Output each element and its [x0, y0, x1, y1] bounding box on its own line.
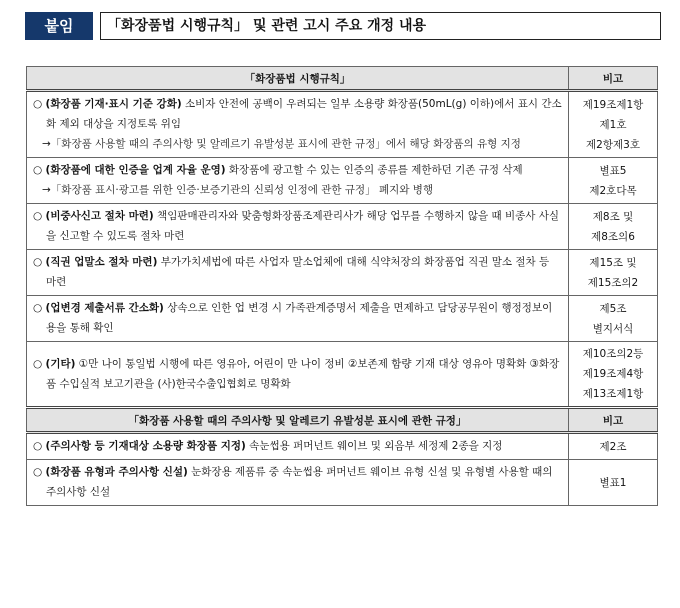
row-note	[569, 158, 658, 204]
bullet: ○	[33, 256, 43, 268]
section-header	[27, 408, 658, 433]
section-heading: 「화장품 사용할 때의 주의사항 및 알레르기 유발성분 표시에 관한 규정」	[27, 408, 569, 433]
note-line: 별표5	[599, 164, 627, 177]
amendment-table	[26, 66, 658, 506]
row-note	[569, 342, 658, 408]
bullet: ○	[33, 302, 43, 314]
note-line: 제2조	[599, 440, 627, 453]
note-heading: 비고	[569, 408, 658, 433]
note-line: 제8조의6	[591, 230, 635, 243]
table-row	[27, 296, 658, 342]
row-title: (직권 업말소 절차 마련)	[45, 256, 158, 268]
section-header	[27, 67, 658, 91]
row-text: 화장품에 광고할 수 있는 인증의 종류를 제한하던 기존 규정 삭제	[225, 164, 523, 176]
document-title: 「화장품법 시행규칙」 및 관련 고시 주요 개정 내용	[100, 12, 661, 40]
bullet: ○	[33, 98, 43, 110]
note-line: 제13조제1항	[582, 388, 644, 400]
row-note	[569, 91, 658, 158]
row-text: 부가가치세법에 따른 사업자 말소업체에 대해 식약처장의 화장품업 직권 말소 절차 등 마련	[46, 256, 550, 288]
table-row	[27, 91, 658, 158]
row-text: 상속으로 인한 업 변경 시 가족관계증명서 제출을 면제하고 담당공무원이 행정정보이용을 통해 확인	[46, 302, 553, 334]
note-line: 제8조 및	[592, 210, 634, 223]
row-text: 책임판매관리자와 맞춤형화장품조제관리사가 해당 업무를 수행하지 않을 때 비종사 사실을 신고할 수 있도록 절차 마련	[46, 210, 560, 242]
row-note	[569, 204, 658, 250]
bullet: ○	[33, 164, 43, 176]
row-note	[569, 296, 658, 342]
row-title: (업변경 제출서류 간소화)	[45, 302, 164, 314]
row-note	[569, 250, 658, 296]
note-line: 제15조 및	[589, 256, 637, 269]
note-line: 별지서식	[592, 322, 634, 335]
table-row	[27, 158, 658, 204]
attachment-badge: 붙임	[25, 12, 93, 40]
note-line: 제2항제3호	[586, 138, 640, 151]
row-title: (비중사신고 절차 마련)	[45, 210, 154, 222]
note-line: 제5조	[599, 302, 627, 315]
row-text: 속눈썹용 퍼머넌트 웨이브 및 외음부 세정제 2종을 지정	[245, 440, 503, 452]
bullet: ○	[33, 440, 43, 452]
row-title: (주의사항 등 기재대상 소용량 화장품 지정)	[45, 440, 246, 452]
note-line: 제19조제4항	[582, 368, 644, 380]
note-heading: 비고	[569, 67, 658, 91]
bullet: ○	[33, 357, 43, 370]
row-text: ①만 나이 통일법 시행에 따른 영유아, 어린이 만 나이 정비 ②보존제 함량 기재 대상 영유아 명확화 ③화장품 수입실적 보고기관을 (사)한국수출입협회로 명확화	[46, 357, 560, 390]
row-text: 소비자 안전에 공백이 우려되는 일부 소용량 화장품(50mL(g) 이하)에서 표시 간소화 제외 대상을 지정토록 위임	[46, 98, 562, 130]
row-sub: →「화장품 사용할 때의 주의사항 및 알레르기 유발성분 표시에 관한 규정」에서 해당 화장품의 유형 지정	[42, 138, 521, 150]
note-line: 제15조의2	[587, 276, 639, 289]
row-title: (화장품 유형과 주의사항 신설)	[45, 466, 188, 478]
row-title: (화장품 기재·표시 기준 강화)	[45, 98, 182, 110]
bullet: ○	[33, 466, 43, 478]
table-row	[27, 342, 658, 408]
table-row	[27, 250, 658, 296]
document-header	[25, 12, 661, 40]
note-line: 제2호다목	[589, 184, 637, 197]
section-heading: 「화장품법 시행규칙」	[27, 67, 569, 91]
row-title: (화장품에 대한 인증을 업계 자율 운영)	[45, 164, 226, 176]
note-line: 별표1	[599, 476, 627, 489]
note-line: 제19조제1항	[582, 98, 644, 111]
table-row	[27, 204, 658, 250]
note-line: 제10조의2등	[582, 348, 644, 360]
table-row	[27, 433, 658, 460]
row-text: 눈화장용 제품류 중 속눈썹용 퍼머넌트 웨이브 유형 신설 및 유형별 사용할 때의 주의사항 신설	[46, 466, 553, 498]
row-title: (기타)	[45, 357, 76, 370]
row-sub: →「화장품 표시·광고를 위한 인증·보증기관의 신뢰성 인정에 관한 규정」 폐지와 병행	[42, 184, 434, 196]
row-note	[569, 433, 658, 460]
bullet: ○	[33, 210, 43, 222]
note-line: 제1호	[599, 118, 627, 131]
row-note	[569, 460, 658, 506]
table-row	[27, 460, 658, 506]
